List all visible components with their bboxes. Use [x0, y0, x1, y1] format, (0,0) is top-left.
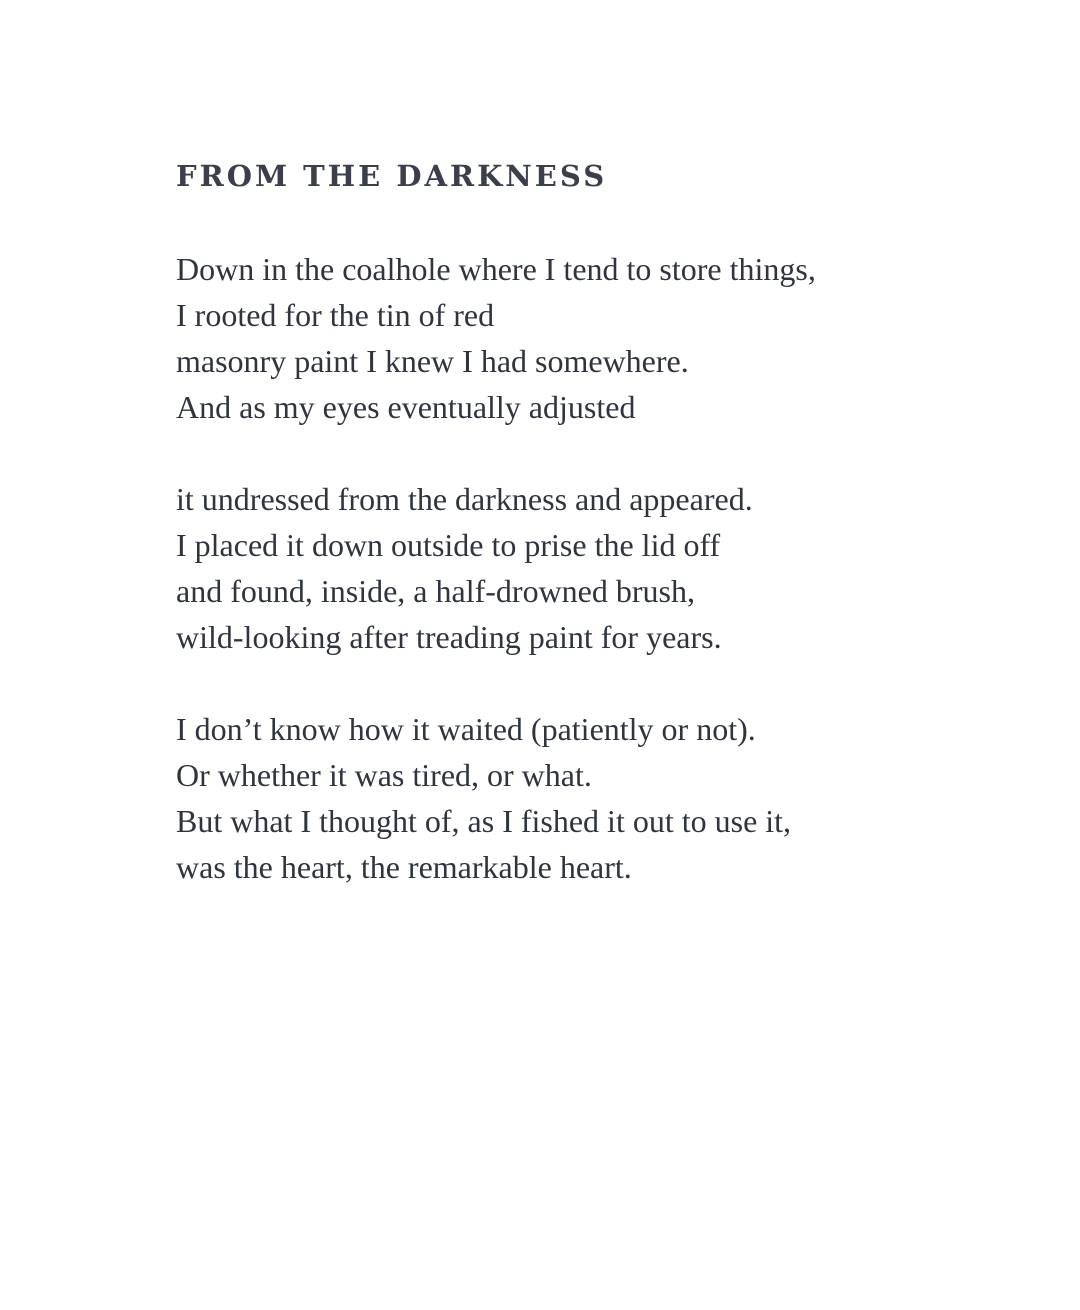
stanza-2	[176, 476, 1036, 660]
poem-line: it undressed from the darkness and appeared.	[176, 481, 753, 517]
poem-line: I don’t know how it waited (patiently or not).	[176, 711, 756, 747]
stanza-1	[176, 246, 1036, 430]
poem-line: I rooted for the tin of red	[176, 297, 495, 333]
poem-line: and found, inside, a half-drowned brush,	[176, 573, 695, 609]
poem-page	[176, 150, 1036, 890]
poem-line: was the heart, the remarkable heart.	[176, 849, 632, 885]
poem-line: I placed it down outside to prise the lid off	[176, 527, 721, 563]
stanza-3	[176, 706, 1036, 890]
poem-line: wild-looking after treading paint for years.	[176, 619, 722, 655]
poem-line: And as my eyes eventually adjusted	[176, 389, 636, 425]
poem-line: Or whether it was tired, or what.	[176, 757, 592, 793]
poem-line: masonry paint I knew I had somewhere.	[176, 343, 689, 379]
poem-title: FROM THE DARKNESS	[176, 159, 608, 193]
poem-line: Down in the coalhole where I tend to store things,	[176, 251, 816, 287]
poem-line: But what I thought of, as I fished it out to use it,	[176, 803, 792, 839]
